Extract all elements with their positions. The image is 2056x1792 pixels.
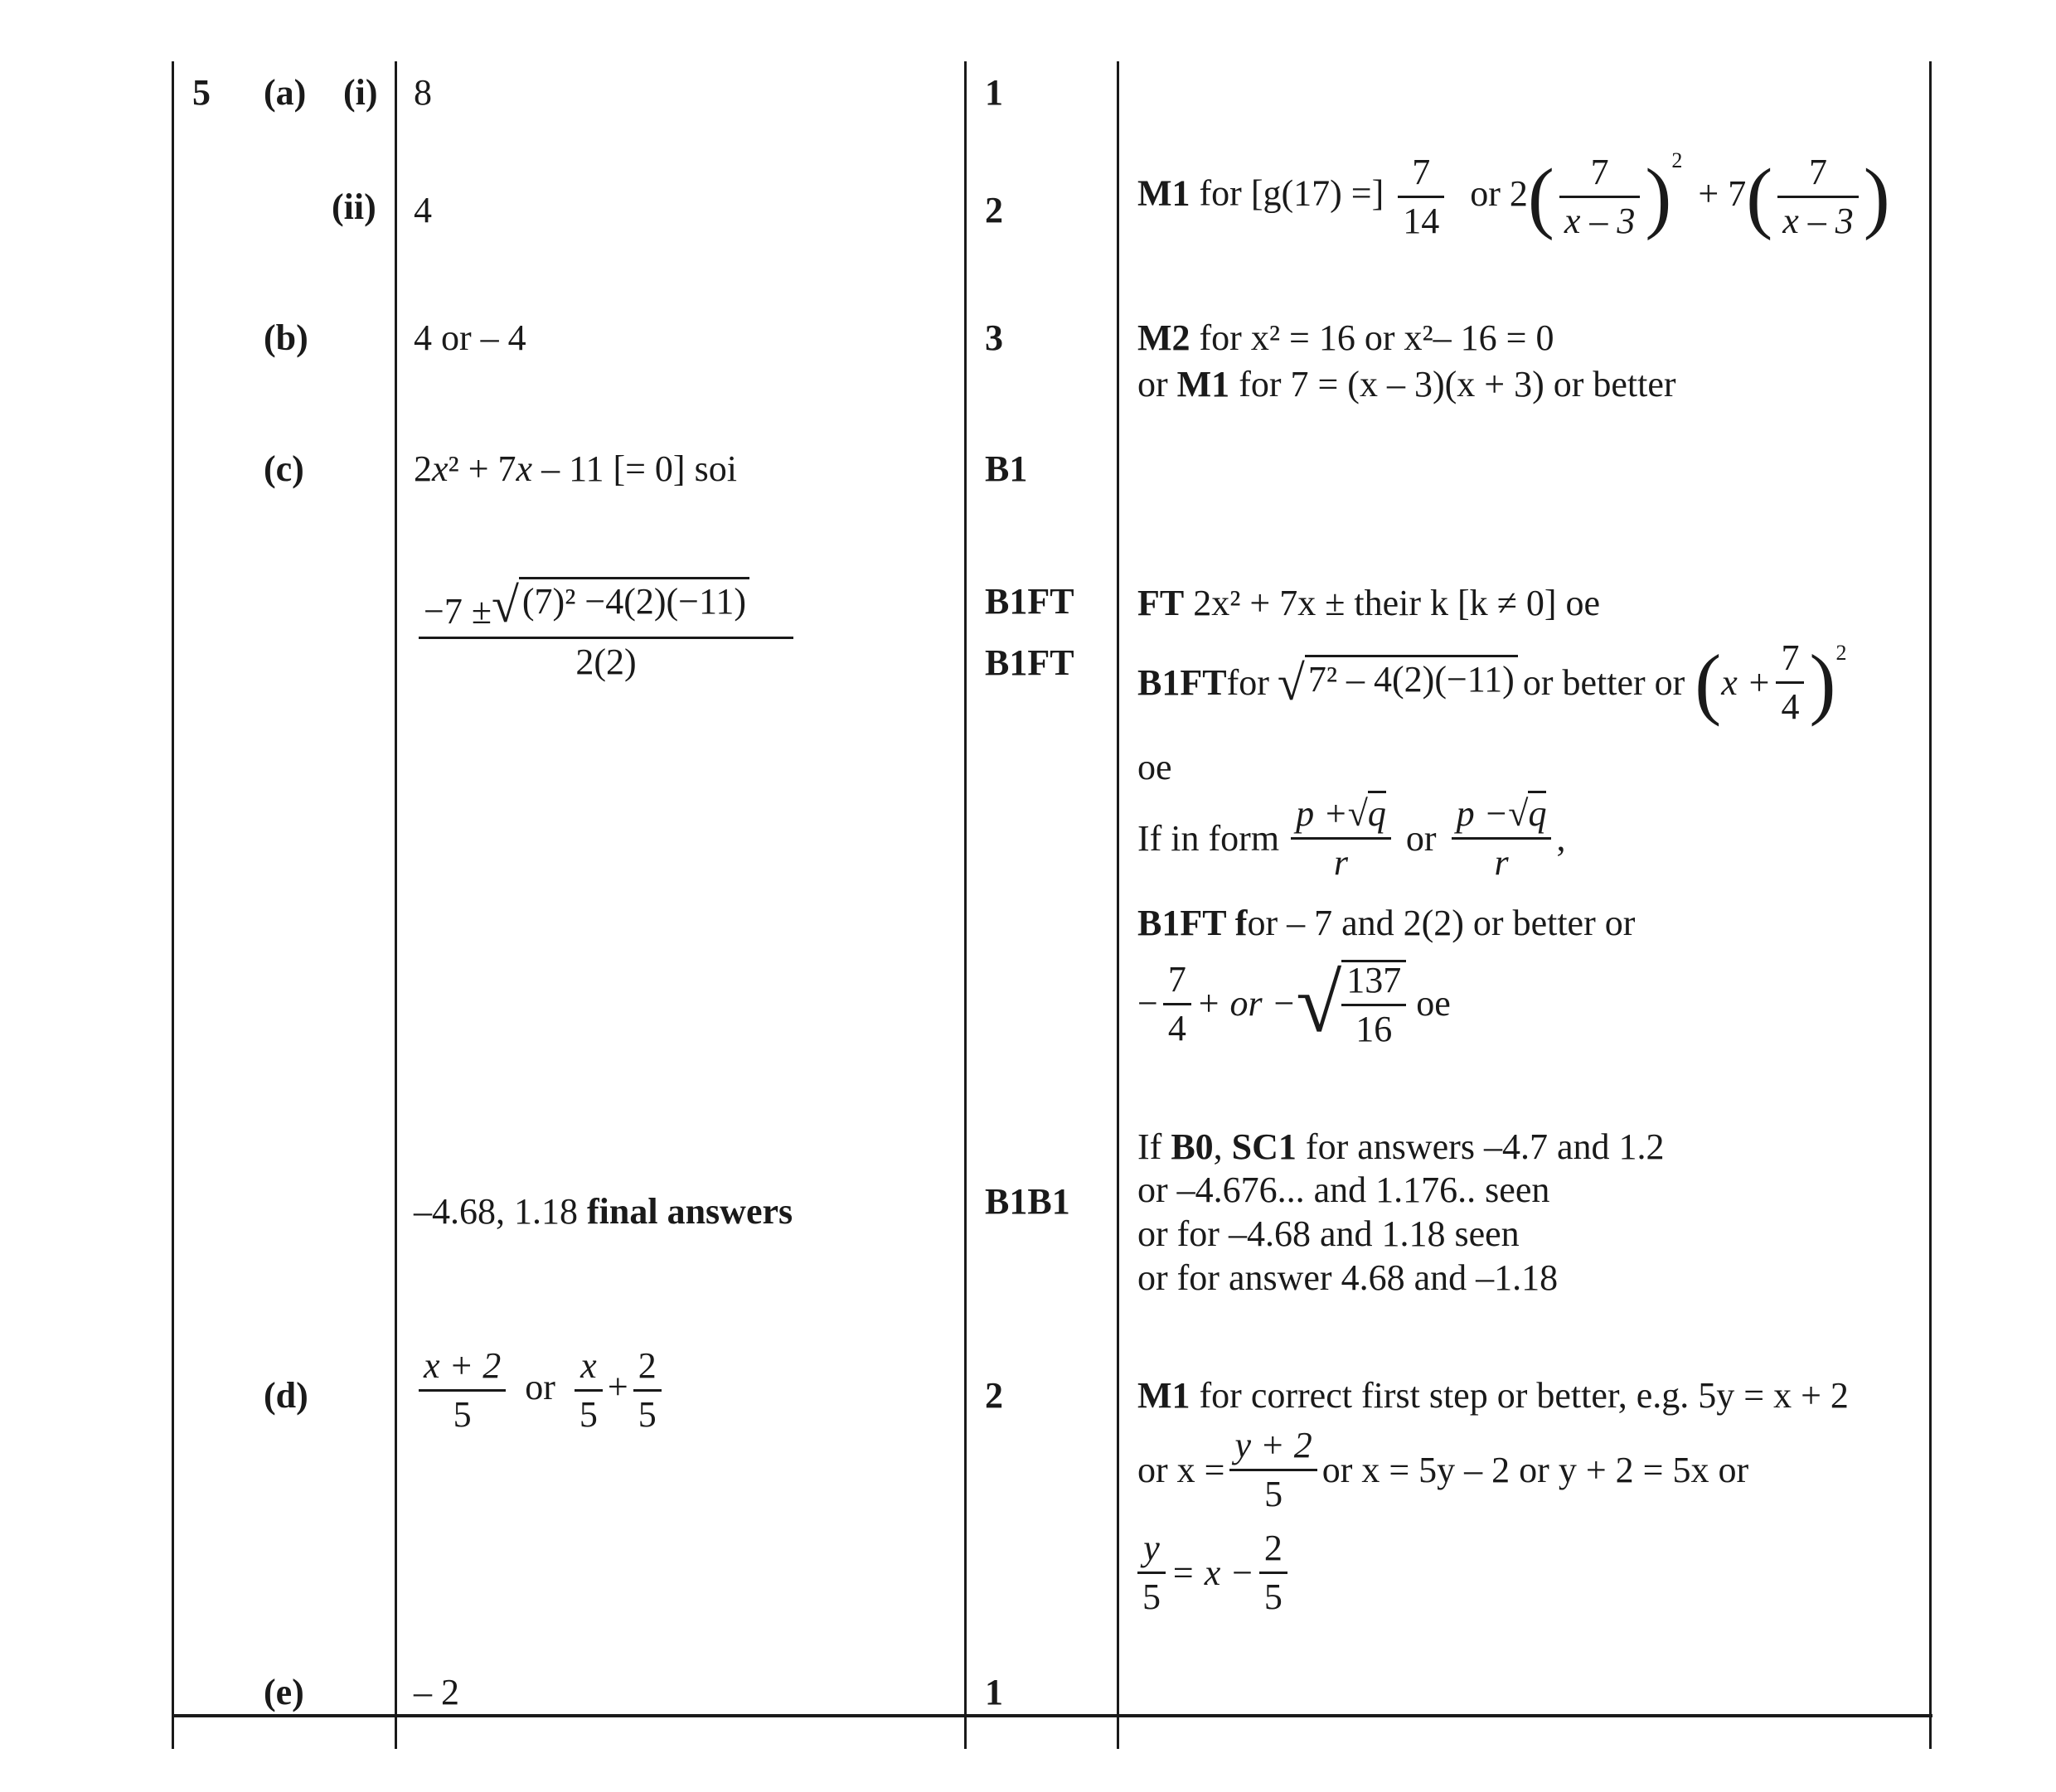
answer-c-coef: 2 <box>414 448 432 489</box>
mark-a-ii: 2 <box>985 190 1003 230</box>
answer-b: 4 or – 4 <box>414 317 526 358</box>
answer-a-i: 8 <box>414 72 432 113</box>
guidance-c-sqrt <box>1277 655 1518 710</box>
answer-c-equation <box>414 448 737 489</box>
guidance-a-ii-frac-den: 14 <box>1403 201 1440 241</box>
mark-c1: B1 <box>985 448 1028 489</box>
form2-den: r <box>1494 842 1509 883</box>
root-symbol: √ <box>1508 793 1529 834</box>
guidance-a-ii <box>1137 148 1890 241</box>
guidance-c-b1ft-label: B1FT <box>1137 661 1227 703</box>
root-symbol: √ <box>491 578 519 632</box>
guidance-c-b1ft2-label: B1FT f <box>1137 903 1248 943</box>
root-symbol: √ <box>1296 957 1342 1049</box>
answer-d-frac1 <box>419 1345 506 1435</box>
guidance-d-or-x: or x = <box>1137 1449 1225 1490</box>
guidance-c-ft-text: 2x² + 7x ± their k [k ≠ 0] oe <box>1184 583 1601 623</box>
paren-open-icon: ( <box>1695 637 1722 727</box>
mark-e: 1 <box>985 1672 1003 1712</box>
table-right-border <box>1929 61 1932 1749</box>
guidance-d-text2: or x = 5y – 2 or y + 2 = 5x or <box>1321 1449 1749 1490</box>
paren-open-icon: ( <box>1746 152 1773 241</box>
table-bottom-rule <box>172 1714 1932 1717</box>
guidance-a-ii-inner1 <box>1559 154 1641 240</box>
part-label-a: (a) <box>264 72 307 113</box>
alt-mid: + or − <box>1195 983 1297 1024</box>
guidance-b-text2: for 7 = (x – 3)(x + 3) or better <box>1229 364 1676 404</box>
guidance-d-line2 <box>1137 1427 1748 1513</box>
guidance-d-frac3 <box>1259 1530 1287 1615</box>
guidance-a-ii-frac <box>1398 154 1444 240</box>
paren-frac-den: 4 <box>1781 686 1800 727</box>
guidance-d-line3 <box>1137 1530 1292 1615</box>
mark-b: 3 <box>985 317 1003 358</box>
guidance-c-ifform-text: If in form <box>1137 817 1280 859</box>
answer-d <box>414 1345 667 1435</box>
mark-a-i: 1 <box>985 72 1003 113</box>
paren-close-icon: ) <box>1809 637 1836 727</box>
guidance-d-frac3-num: 2 <box>1259 1530 1287 1574</box>
inner1-num: 7 <box>1559 154 1641 198</box>
answer-d-num1: x + 2 <box>419 1348 506 1392</box>
answer-c-rest: ² + 7 <box>448 448 516 489</box>
guidance-c-radicand: 7² – 4(2)(−11) <box>1305 655 1518 700</box>
guidance-d-frac3-den: 5 <box>1263 1576 1283 1617</box>
guidance-c-sc-line1 <box>1137 1126 1665 1167</box>
guidance-b-m1: M1 <box>1176 364 1230 404</box>
form2-num-q: q <box>1528 791 1546 834</box>
inner1-den: x – 3 <box>1564 201 1636 241</box>
part-label-e: (e) <box>264 1672 304 1712</box>
guidance-a-ii-or: or 2 <box>1470 172 1528 214</box>
part-label-d: (d) <box>264 1375 308 1416</box>
form2-num-p: p − <box>1456 793 1509 834</box>
answer-c-var: x <box>432 448 449 489</box>
guidance-c-sc-line3: or for –4.68 and 1.18 seen <box>1137 1213 1520 1254</box>
question-number: 5 <box>192 72 211 113</box>
sc-sc1: SC1 <box>1231 1126 1297 1167</box>
column-divider-guidance <box>1117 61 1119 1749</box>
table-left-border <box>172 61 174 1749</box>
guidance-b-m2: M2 <box>1137 317 1190 358</box>
guidance-b-or: or <box>1137 364 1177 404</box>
answer-d-frac2 <box>575 1345 603 1435</box>
sc-rest: for answers –4.7 and 1.2 <box>1296 1126 1665 1167</box>
guidance-c-sc-line2: or –4.676... and 1.176.. seen <box>1137 1170 1550 1210</box>
sc-comma: , <box>1213 1126 1232 1167</box>
guidance-d-frac-num: y + 2 <box>1229 1427 1317 1471</box>
inner2-num: 7 <box>1777 154 1859 198</box>
alt-frac-num: 7 <box>1163 961 1191 1005</box>
sc-b0: B0 <box>1171 1126 1214 1167</box>
guidance-c-ft-label: FT <box>1137 583 1185 623</box>
guidance-d-frac-den: 5 <box>1264 1474 1283 1514</box>
answer-a-ii: 4 <box>414 190 432 230</box>
guidance-d-mid: = x − <box>1171 1552 1254 1593</box>
answer-c-final-label: final answers <box>587 1191 793 1232</box>
answer-c-final <box>414 1191 793 1232</box>
guidance-a-ii-plus: + 7 <box>1698 172 1747 214</box>
inner2-den: x – 3 <box>1782 201 1854 241</box>
alt-oe: oe <box>1416 983 1451 1024</box>
guidance-b-line2 <box>1137 366 1676 403</box>
guidance-c-ifform <box>1137 793 1566 883</box>
answer-d-den1: 5 <box>453 1394 472 1435</box>
formula-radicand: (7)² −4(2)(−11) <box>519 577 749 622</box>
answer-d-or: or <box>525 1366 555 1407</box>
guidance-c-form-comma: , <box>1556 817 1566 859</box>
alt-frac-den: 4 <box>1167 1007 1186 1049</box>
formula-sqrt <box>492 580 749 630</box>
guidance-a-ii-inner2 <box>1777 154 1859 240</box>
guidance-d-text1: for correct first step or better, e.g. 5y = x + 2 <box>1190 1375 1849 1416</box>
form1-num <box>1291 793 1391 840</box>
guidance-c-paren-frac <box>1776 637 1804 727</box>
guidance-c-b1ft2 <box>1137 905 1635 942</box>
mark-c3: B1B1 <box>985 1181 1070 1222</box>
guidance-c-sc-line4: or for answer 4.68 and –1.18 <box>1137 1257 1559 1298</box>
guidance-d-m1: M1 <box>1137 1375 1190 1416</box>
paren-close-icon: ) <box>1863 152 1890 241</box>
alt-frac <box>1163 958 1191 1049</box>
guidance-c-oe: oe <box>1137 747 1172 787</box>
guidance-d-frac2-den: 5 <box>1142 1576 1161 1617</box>
answer-d-num2: x <box>575 1348 603 1392</box>
alt-sqrt-den: 16 <box>1355 1009 1393 1049</box>
guidance-a-ii-frac-num: 7 <box>1398 154 1444 198</box>
column-divider-answer <box>395 61 397 1749</box>
guidance-c-b1ft <box>1137 637 1847 727</box>
part-label-a-ii: (ii) <box>332 186 376 227</box>
answer-d-frac3 <box>633 1345 662 1435</box>
alt-sqrt <box>1296 957 1406 1049</box>
part-label-a-i: (i) <box>343 72 378 113</box>
answer-d-plus: + <box>607 1366 628 1407</box>
guidance-d-line1 <box>1137 1375 1849 1416</box>
guidance-d-frac <box>1229 1427 1317 1513</box>
answer-e: – 2 <box>414 1672 459 1712</box>
answer-c-quadratic-formula <box>419 580 793 680</box>
paren-open-icon: ( <box>1527 152 1554 241</box>
form1-num-q: q <box>1368 791 1386 834</box>
paren-frac-num: 7 <box>1776 640 1804 684</box>
column-divider-marks <box>964 61 967 1749</box>
answer-d-den2: 5 <box>579 1394 598 1435</box>
root-symbol: √ <box>1347 793 1368 834</box>
form2-num <box>1452 793 1552 840</box>
guidance-c-paren-x: x + <box>1721 661 1772 703</box>
mark-c2b: B1FT <box>985 642 1074 683</box>
guidance-c-or-better: or better or <box>1522 661 1685 703</box>
form1-num-p: p + <box>1296 793 1348 834</box>
guidance-d-frac2-num: y <box>1137 1530 1166 1574</box>
guidance-c-form-or: or <box>1405 817 1437 859</box>
guidance-c-form1 <box>1291 793 1391 883</box>
guidance-b-text1: for x² = 16 or x²– 16 = 0 <box>1190 317 1554 358</box>
guidance-c-ft <box>1137 585 1600 622</box>
sc-if: If <box>1137 1126 1171 1167</box>
answer-d-num3: 2 <box>633 1348 662 1392</box>
guidance-b-line1 <box>1137 317 1554 358</box>
answer-c-values: –4.68, 1.18 <box>414 1191 587 1232</box>
answer-d-den3: 5 <box>638 1394 657 1435</box>
part-label-c: (c) <box>264 448 304 489</box>
alt-minus: − <box>1137 983 1158 1024</box>
mark-d: 2 <box>985 1375 1003 1416</box>
guidance-a-ii-for: for [g(17) =] <box>1190 172 1384 214</box>
guidance-c-form2 <box>1452 793 1552 883</box>
guidance-a-ii-m1: M1 <box>1137 172 1190 214</box>
alt-sqrt-frac <box>1341 960 1406 1048</box>
part-label-b: (b) <box>264 317 308 358</box>
alt-sqrt-num: 137 <box>1341 962 1406 1006</box>
root-symbol: √ <box>1277 655 1305 710</box>
guidance-c-b1ft-for: for <box>1226 661 1269 703</box>
guidance-c-b1ft2-text: or – 7 and 2(2) or better or <box>1247 903 1636 943</box>
formula-denominator: 2(2) <box>575 642 637 682</box>
answer-c-tail: – 11 [= 0] soi <box>532 448 737 489</box>
form1-den: r <box>1333 842 1349 883</box>
guidance-c-alt-form <box>1137 957 1451 1049</box>
formula-num-lead: −7 ± <box>424 591 492 632</box>
guidance-c-paren-square: 2 <box>1835 640 1847 665</box>
answer-c-var2: x <box>516 448 533 489</box>
mark-c2a: B1FT <box>985 581 1074 622</box>
paren-close-icon: ) <box>1645 152 1672 241</box>
guidance-a-ii-square: 2 <box>1671 148 1683 172</box>
guidance-d-frac2 <box>1137 1530 1166 1615</box>
